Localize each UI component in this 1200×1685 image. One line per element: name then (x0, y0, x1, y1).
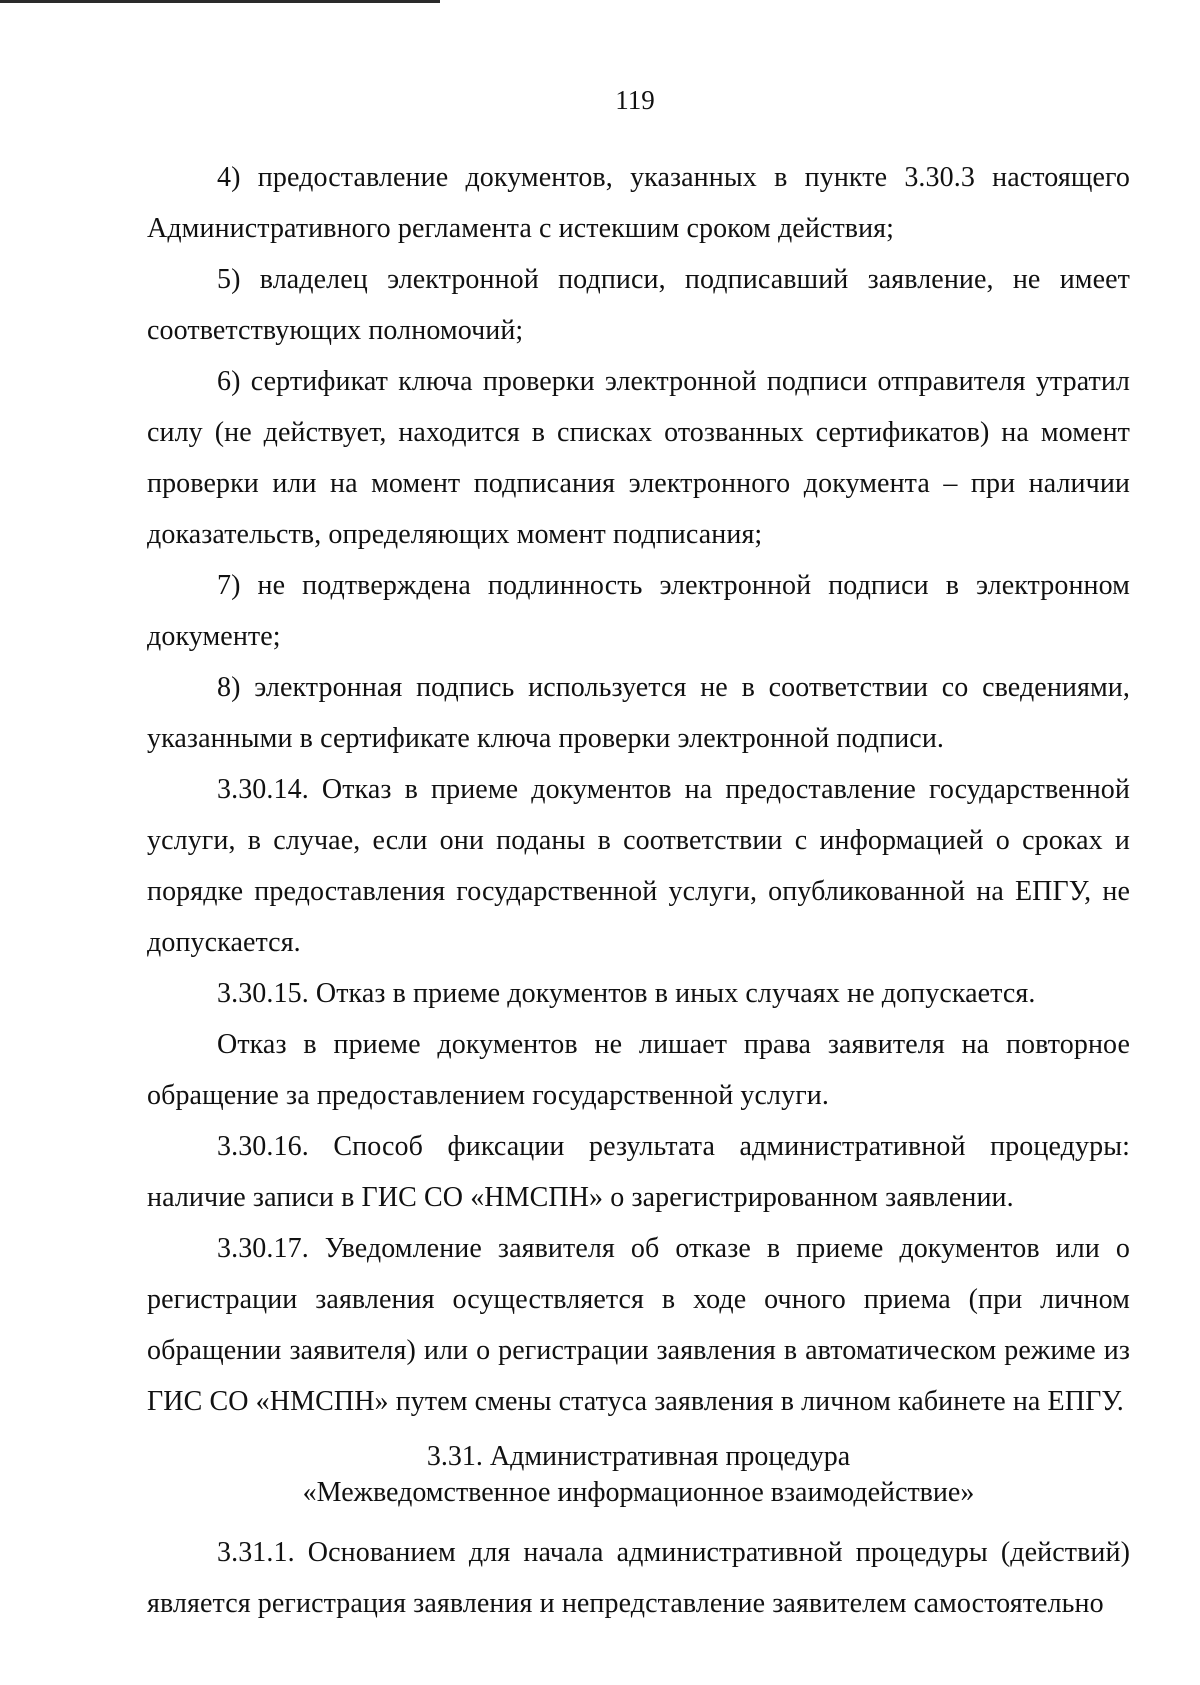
document-body (147, 152, 1130, 1629)
section-heading-line-1: 3.31. Административная процедура (426, 1441, 851, 1472)
paragraph-3-31-1: 3.31.1. Основанием для начала административной процедуры (действий) является регистрация заявления и непредставление заявителем самостоятельно (147, 1537, 1130, 1619)
paragraph-item-7: 7) не подтверждена подлинность электронной подписи в электронном документе; (147, 570, 1130, 652)
section-heading-line-2: «Межведомственное информационное взаимодействие» (302, 1477, 975, 1508)
paragraph-item-4: 4) предоставление документов, указанных в пункте 3.30.3 настоящего Административного регламента с истекшим сроком действия; (147, 162, 1130, 244)
paragraph-item-8: 8) электронная подпись используется не в соответствии со сведениями, указанными в сертификате ключа проверки электронной подписи. (147, 672, 1130, 754)
paragraph-3-30-17: 3.30.17. Уведомление заявителя об отказе в приеме документов или о регистрации заявления осуществляется в ходе очного приема (при личном обращении заявителя) или о регистрации заявления в автоматическом режиме из ГИС СО «НМСПН» путем смены статуса заявления в личном кабинете на ЕПГУ. (147, 1233, 1130, 1417)
page-number: 119 (615, 85, 655, 115)
paragraph-3-30-14: 3.30.14. Отказ в приеме документов на предоставление государственной услуги, в случае, если они поданы в соответствии с информацией о сроках и порядке предоставления государственной услуги, опубликованной на ЕПГУ, не допускается. (147, 774, 1130, 958)
paragraph-3-30-16: 3.30.16. Способ фиксации результата административной процедуры: наличие записи в ГИС СО «НМСПН» о зарегистрированном заявлении. (147, 1131, 1130, 1213)
paragraph-item-5: 5) владелец электронной подписи, подписавший заявление, не имеет соответствующих полномочий; (147, 264, 1130, 346)
top-rule (0, 0, 440, 3)
paragraph-item-6: 6) сертификат ключа проверки электронной подписи отправителя утратил силу (не действует, находится в списках отозванных сертификатов) на момент проверки или на момент подписания электронного документа – при наличии доказательств, определяющих момент подписания; (147, 366, 1130, 550)
section-heading (147, 1439, 1130, 1511)
paragraph-refusal-note: Отказ в приеме документов не лишает права заявителя на повторное обращение за предоставлением государственной услуги. (147, 1029, 1130, 1111)
paragraph-3-30-15: 3.30.15. Отказ в приеме документов в иных случаях не допускается. (217, 978, 1036, 1009)
